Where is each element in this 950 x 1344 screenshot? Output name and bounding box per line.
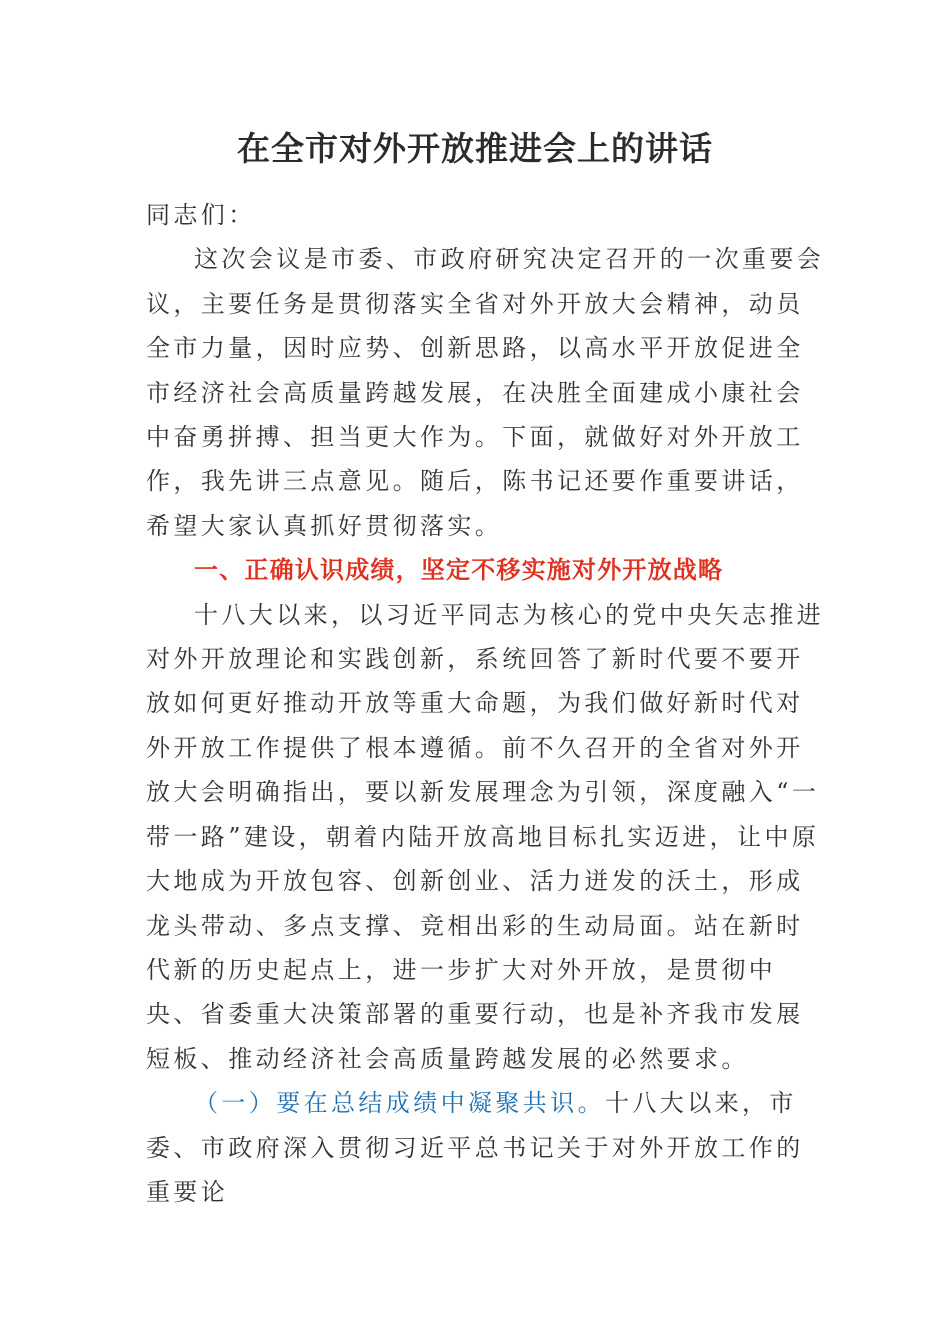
section-1-paragraph: 十八大以来，以习近平同志为核心的党中央矢志推进对外开放理论和实践创新，系统回答了新时代要不要开放如何更好推动开放等重大命题，为我们做好新时代对外开放工作提供了根本遵循。前不久召开的全省对外开放大会明确指出，要以新发展理念为引领，深度融入“一带一路”建设，朝着内陆开放高地目标扎实迈进，让中原大地成为开放包容、创新创业、活力迸发的沃土，形成龙头带动、多点支撑、竞相出彩的生动局面。站在新时代新的历史起点上，进一步扩大对外开放，是贯彻中央、省委重大决策部署的重要行动，也是补齐我市发展短板、推动经济社会高质量跨越发展的必然要求。: [146, 600, 825, 1073]
subsection-1-text: 十八大以来，市委、市政府深入贯彻习近平总书记关于对外开放工作的重要论: [146, 1089, 804, 1206]
document-title: 在全市对外开放推进会上的讲话: [237, 129, 713, 168]
document-body: [146, 193, 826, 1214]
subsection-1-paragraph: [146, 1081, 826, 1214]
salutation: 同志们：: [146, 201, 256, 229]
intro-paragraph: 这次会议是市委、市政府研究决定召开的一次重要会议，主要任务是贯彻落实全省对外开放大会精神，动员全市力量，因时应势、创新思路，以高水平开放促进全市经济社会高质量跨越发展，在决胜全面建成小康社会中奋勇拼搏、担当更大作为。下面，就做好对外开放工作，我先讲三点意见。随后，陈书记还要作重要讲话，希望大家认真抓好贯彻落实。: [146, 245, 825, 540]
section-heading-1: 一、正确认识成绩，坚定不移实施对外开放战略: [194, 556, 724, 585]
subsection-1-lead: （一）要在总结成绩中凝聚共识。: [194, 1089, 605, 1118]
